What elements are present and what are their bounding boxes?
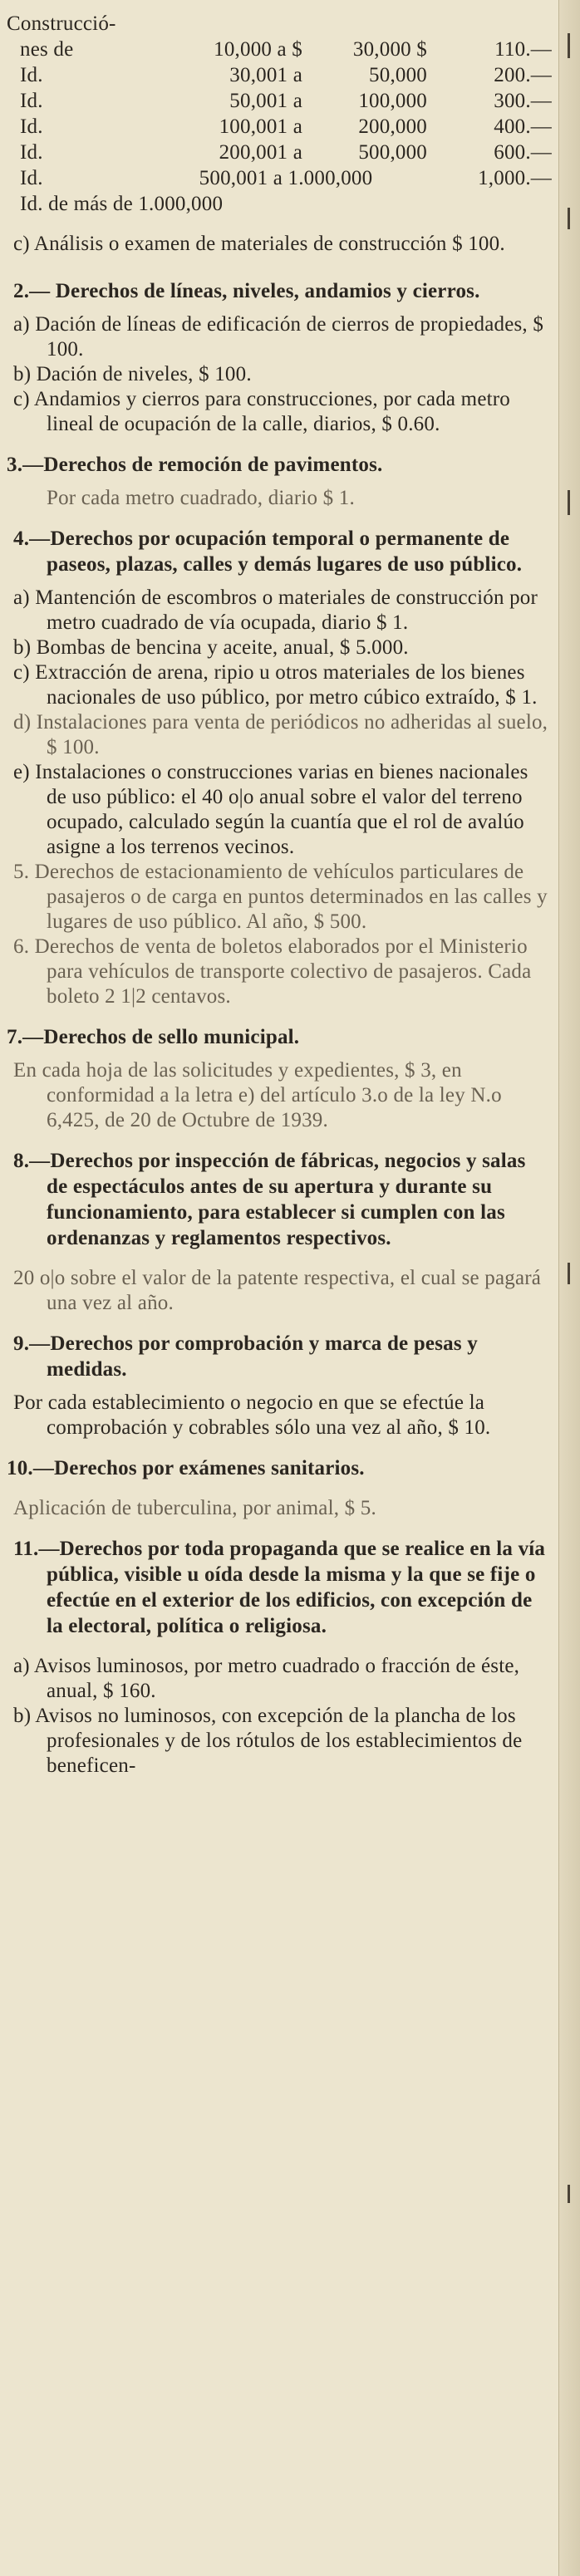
section-11-title: 11.—Derechos por toda propaganda que se realice en la vía pública, visible u oída desde la misma y la que se fije o efectúe en el exterior de los edificios, con excepción de la electoral, política o religiosa. [13,1538,546,1637]
rate-cell-a: Id. [20,167,43,189]
section-11 [0,1536,558,1779]
section-8-body: 20 o|o sobre el valor de la patente respectiva, el cual se pagará una vez al año. [13,1267,542,1314]
construccion-header: Construcció- [7,12,116,35]
rate-cell-b: 10,000 a $ [214,38,302,61]
rate-cell-c: 50,000 [369,64,427,86]
section-4-item-5: 5. Derechos de estacionamiento de vehículos particulares de pasajeros o de carga en puntos determinados en las calles y lugares de uso público. Al año, $ 500. [13,861,548,933]
section-4-d: d) Instalaciones para venta de periódicos no adheridas al suelo, $ 100. [13,711,548,758]
section-2-b: b) Dación de niveles, $ 100. [13,363,252,385]
section-4-b: b) Bombas de bencina y aceite, anual, $ 5.000. [13,636,409,659]
section-2 [0,278,558,437]
edge-mark [568,33,570,58]
rate-cell-c: 500,000 [358,141,427,164]
section-10 [0,1455,558,1521]
rate-row [7,37,552,62]
section-3-title: 3.—Derechos de remoción de pavimentos. [7,454,383,476]
rate-row [7,191,552,217]
rate-cell-a: Id. [20,141,43,164]
rate-cell-b: 30,001 a [229,64,302,86]
rate-row [7,114,552,140]
rate-cell-c [427,191,552,217]
rate-cell-a: Id. [20,115,43,138]
rate-cell-b: 100,001 a [219,115,302,138]
rate-cell-d: 400.— [494,115,552,138]
rate-row [7,140,552,165]
rate-cell-d: 1,000.— [478,167,552,189]
section-3 [0,452,558,511]
rate-cell-c: 100,000 [358,90,427,112]
section-9 [0,1331,558,1440]
section-4-title: 4.—Derechos por ocupación temporal o permanente de paseos, plazas, calles y demás lugares de uso público. [13,527,523,576]
section-7-body: En cada hoja de las solicitudes y expedientes, $ 3, en conformidad a la letra e) del artículo 3.o de la ley N.o 6,425, de 20 de Octubre de 1939. [13,1059,502,1131]
edge-mark [568,208,570,229]
rate-cell-d: 600.— [494,141,552,164]
section-4-e: e) Instalaciones o construcciones varias en bienes nacionales de uso público: el 40 o|o anual sobre el valor del terreno ocupado, calculado según la cuantía que el rol de avalúo asigne a los terrenos vecinos. [13,761,528,858]
section-7 [0,1024,558,1133]
rate-row [7,165,552,191]
section-9-title: 9.—Derechos por comprobación y marca de pesas y medidas. [13,1332,478,1381]
rate-row [7,88,552,114]
section-11-b: b) Avisos no luminosos, con excepción de la plancha de los profesionales y de los rótulos de los establecimientos de beneficen- [13,1705,523,1777]
section-3-body: Por cada metro cuadrado, diario $ 1. [47,487,355,509]
rate-cell-c: 30,000 $ [352,38,427,61]
rate-cell-d: 300.— [494,90,552,112]
rate-cell-a: Id. [20,64,43,86]
rates-table [7,37,552,217]
section-4 [0,526,558,1009]
rate-cell-a: nes de [20,38,74,61]
edge-mark [568,490,570,515]
construccion-section [0,12,558,257]
rate-cell-b: 500,001 a 1.000,000 [199,167,373,189]
section-4-a: a) Mantención de escombros o materiales de construcción por metro cuadrado de vía ocupada, diario $ 1. [13,586,538,634]
rate-cell-d: 110.— [494,38,552,61]
edge-mark [568,1263,570,1284]
edge-mark [568,2185,570,2203]
section-8 [0,1148,558,1316]
section-9-body: Por cada establecimiento o negocio en que se efectúe la comprobación y cobrables sólo una vez al año, $ 10. [13,1391,491,1439]
section-2-c: c) Andamios y cierros para construcciones, por cada metro lineal de ocupación de la calle, diarios, $ 0.60. [13,388,510,435]
section-7-title: 7.—Derechos de sello municipal. [7,1026,300,1048]
section-2-title: 2.— Derechos de líneas, niveles, andamios y cierros. [13,280,480,302]
rate-cell-b: 200,001 a [219,141,302,164]
rate-cell-c: 200,000 [358,115,427,138]
rate-cell-a: Id. [20,90,43,112]
rate-cell-d: 200.— [494,64,552,86]
section-10-title: 10.—Derechos por exámenes sanitarios. [7,1457,365,1479]
section-10-body: Aplicación de tuberculina, por animal, $ 5. [13,1497,376,1519]
section-2-a: a) Dación de líneas de edificación de cierros de propiedades, $ 100. [13,313,544,361]
section-8-title: 8.—Derechos por inspección de fábricas, negocios y salas de espectáculos antes de su apertura y durante su funcionamiento, para establecer si cumplen con las ordenanzas y reglamentos respectivos. [13,1150,526,1249]
section-11-a: a) Avisos luminosos, por metro cuadrado o fracción de éste, anual, $ 160. [13,1655,520,1702]
section-4-c: c) Extracción de arena, ripio u otros materiales de los bienes nacionales de uso público, por metro cúbico extraído, $ 1. [13,661,538,709]
rate-cell-b: 50,001 a [229,90,302,112]
construccion-c-item: c) Análisis o examen de materiales de construcción $ 100. [13,233,505,255]
rate-cell-a: Id. de más de 1.000,000 [20,193,224,215]
rate-row [7,62,552,88]
section-4-item-6: 6. Derechos de venta de boletos elaborados por el Ministerio para vehículos de transporte colectivo de pasajeros. Cada boleto 2 1|2 centavos. [13,935,532,1008]
